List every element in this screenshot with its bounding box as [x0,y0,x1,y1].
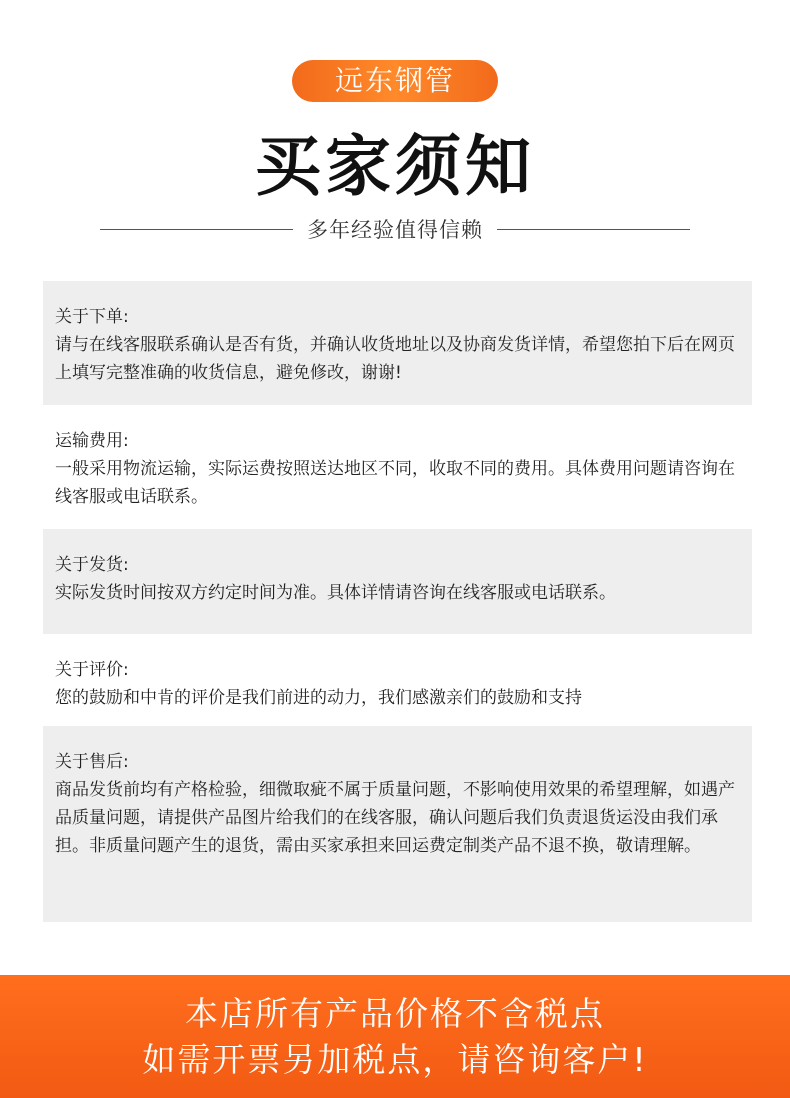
section-body: 实际发货时间按双方约定时间为准。具体详情请咨询在线客服或电话联系。 [55,583,616,603]
section-body: 一般采用物流运输，实际运费按照送达地区不同，收取不同的费用。具体费用问题请咨询在线客服或电话联系。 [55,459,735,507]
subtitle-row [100,214,690,244]
footer-banner [0,975,790,1098]
section-shipping-fee [43,405,752,529]
section-body: 您的鼓励和中肯的评价是我们前进的动力，我们感激亲们的鼓励和支持 [55,688,582,708]
section-heading: 关于售后: [55,752,129,772]
section-heading: 运输费用: [55,431,129,451]
footer-tax-notice: 本店所有产品价格不含税点 [185,994,605,1033]
brand-badge: 远东钢管 [292,60,498,102]
section-heading: 关于下单: [55,307,129,327]
section-delivery [43,529,752,634]
section-heading: 关于评价: [55,660,129,680]
subtitle: 多年经验值得信赖 [307,218,483,242]
section-body: 请与在线客服联系确认是否有货，并确认收货地址以及协商发货详情，希望您拍下后在网页上填写完整准确的收货信息，避免修改，谢谢! [55,335,735,383]
page-title: 买家须知 [255,128,535,205]
section-ordering [43,281,752,405]
divider-right [497,229,690,230]
section-body: 商品发货前均有产格检验，细微取疵不属于质量问题，不影响使用效果的希望理解，如遇产品质量问题，请提供产品图片给我们的在线客服，确认问题后我们负责退货运没由我们承担。非质量问题产生的退货，需由买家承担来回运费定制类产品不退不换，敬请理解。 [55,780,735,856]
footer-invoice-notice: 如需开票另加税点，请咨询客户! [142,1040,648,1079]
section-heading: 关于发货: [55,555,129,575]
section-reviews [43,634,752,726]
divider-left [100,229,293,230]
section-after-sales [43,726,752,922]
